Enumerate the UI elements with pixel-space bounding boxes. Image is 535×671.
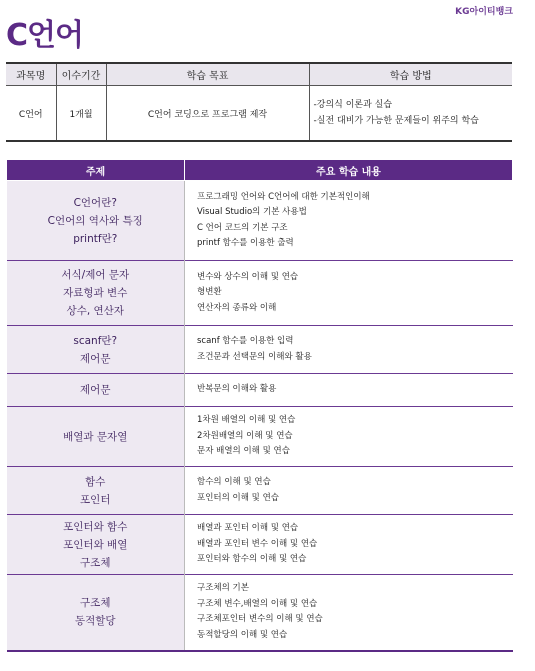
topic-cell [7, 374, 185, 407]
header-duration: 이수기간 [56, 63, 106, 86]
topics-header-row [7, 160, 513, 181]
topic-line: 포인터와 배열 [63, 538, 128, 551]
contents-cell [185, 261, 513, 326]
contents-cell [185, 575, 513, 651]
contents-cell [185, 374, 513, 407]
table-row [7, 407, 513, 467]
content-line: 배열과 포인터 이해 및 연습 [197, 523, 299, 534]
topic-line: 포인터와 함수 [63, 520, 128, 533]
header-subject: 과목명 [6, 63, 56, 86]
table-row [7, 515, 513, 575]
topic-line: C언어란? [73, 196, 117, 209]
brand-logo-text: KG아이티뱅크 [455, 7, 513, 17]
topic-cell [7, 575, 185, 651]
contents-cell [185, 515, 513, 575]
table-row [7, 374, 513, 407]
topic-cell [7, 326, 185, 374]
table-row [7, 261, 513, 326]
table-row [7, 467, 513, 515]
content-line: 형변환 [197, 287, 222, 298]
topic-line: 서식/제어 문자 [61, 269, 130, 281]
goal-cell: C언어 코딩으로 프로그램 제작 [106, 86, 309, 142]
course-overview-table [6, 62, 512, 142]
header-contents: 주요 학습 내용 [185, 160, 513, 181]
topic-line: C언어의 역사와 특징 [47, 214, 143, 227]
contents-cell [185, 326, 513, 374]
content-line: 변수와 상수의 이해 및 연습 [197, 271, 299, 282]
table-row [7, 181, 513, 261]
method-line: -강의식 이론과 실습 [313, 100, 393, 110]
overview-row [6, 86, 512, 142]
topic-line: 함수 [85, 475, 106, 488]
overview-header-row [6, 63, 512, 86]
topic-cell [7, 515, 185, 575]
topic-line: 포인터 [80, 493, 111, 506]
topic-line: 상수, 연산자 [66, 305, 124, 317]
topic-line: 제어문 [80, 352, 111, 365]
content-line: scanf 함수를 이용한 입력 [197, 336, 294, 346]
content-line: printf 함수를 이용한 출력 [197, 238, 294, 248]
topic-cell [7, 181, 185, 261]
duration-cell: 1개월 [56, 86, 106, 142]
topic-line: scanf란? [73, 334, 118, 347]
content-line: 조건문과 선택문의 이해와 활용 [197, 351, 312, 362]
content-line: C 언어 코드의 기본 구조 [197, 222, 288, 233]
topic-line: 구조체 [80, 597, 111, 610]
method-cell [309, 86, 512, 142]
content-line: 1차원 배열의 이해 및 연습 [197, 415, 296, 426]
topic-line: 배열과 문자열 [63, 430, 128, 443]
content-line: 구조체포인터 변수의 이해 및 연습 [197, 614, 323, 625]
content-line: 프로그래밍 언어와 C언어에 대한 기본적인이해 [197, 191, 370, 202]
topic-line: 제어문 [80, 384, 111, 396]
topic-line: 동적할당 [74, 615, 116, 628]
contents-cell [185, 467, 513, 515]
content-line: 배열과 포인터 변수 이해 및 연습 [197, 538, 318, 549]
content-line: 연산자의 종류와 이해 [197, 302, 277, 313]
topic-line: 자료형과 변수 [63, 287, 128, 299]
topics-table [6, 159, 513, 652]
topic-cell [7, 407, 185, 467]
topic-cell [7, 261, 185, 326]
content-line: Visual Studio의 기본 사용법 [197, 207, 307, 217]
topic-cell [7, 467, 185, 515]
contents-cell [185, 407, 513, 467]
header-method: 학습 방법 [309, 63, 512, 86]
content-line: 2차원배열의 이해 및 연습 [197, 430, 293, 441]
content-line: 포인터의 이해 및 연습 [197, 492, 280, 503]
topic-line: 구조체 [80, 556, 111, 569]
header-goal: 학습 목표 [106, 63, 309, 86]
topic-line: printf란? [73, 232, 118, 245]
content-line: 포인터와 함수의 이해 및 연습 [197, 554, 307, 565]
contents-cell [185, 181, 513, 261]
table-row [7, 575, 513, 651]
method-line: -실전 대비가 가능한 문제들이 위주의 학습 [313, 116, 479, 126]
content-line: 문자 배열의 이해 및 연습 [197, 446, 290, 457]
header-topic: 주제 [7, 160, 185, 181]
content-line: 구조체 변수,배열의 이해 및 연습 [197, 598, 318, 609]
page-title: C언어 [6, 18, 83, 53]
table-row [7, 326, 513, 374]
content-line: 함수의 이해 및 연습 [197, 477, 271, 487]
content-line: 구조체의 기본 [197, 583, 249, 594]
subject-cell: C언어 [6, 86, 56, 142]
content-line: 반복문의 이해와 활용 [197, 384, 277, 395]
content-line: 동적할당의 이해 및 연습 [197, 629, 288, 640]
